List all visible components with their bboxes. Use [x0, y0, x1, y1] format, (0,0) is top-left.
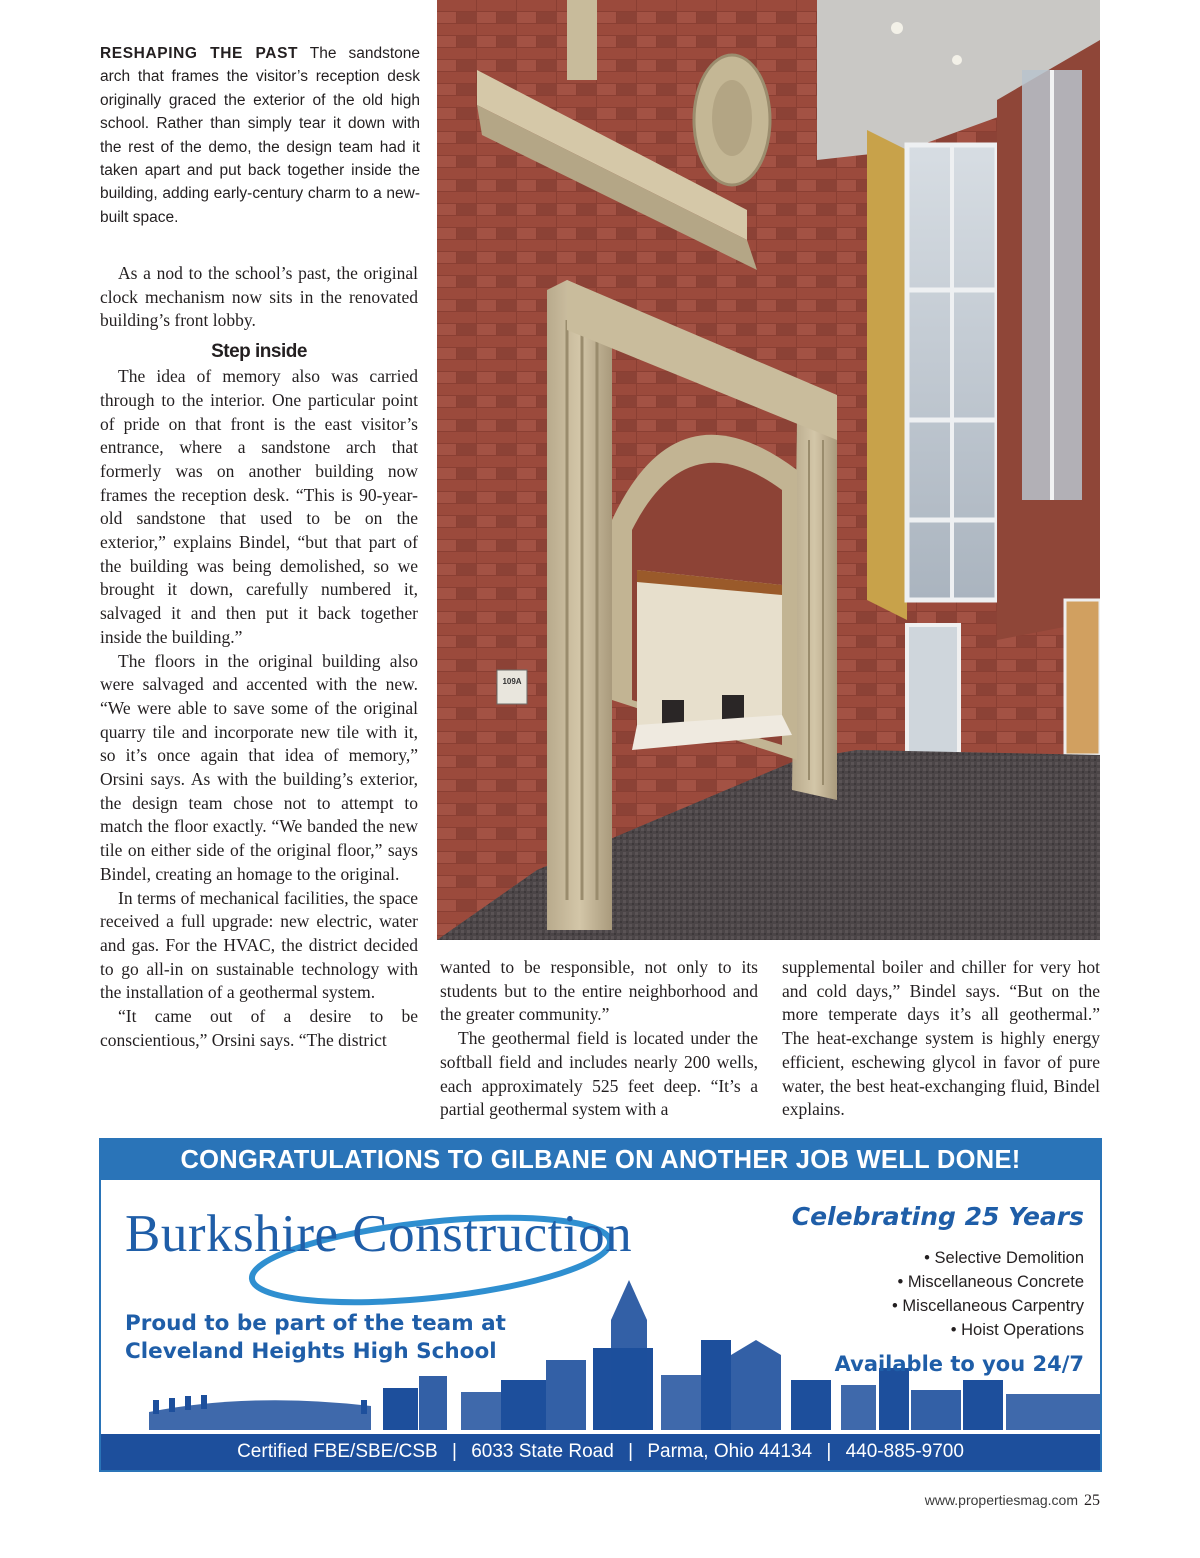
article-column-left [100, 262, 418, 1053]
article-paragraph: “It came out of a desire to be conscientious,” Orsini says. “The district [100, 1006, 418, 1050]
page-folio [925, 1492, 1100, 1510]
article-paragraph: In terms of mechanical facilities, the space received a full upgrade: new electric, water and gas. For the HVAC, the district decided to go all-in on sustainable technology with the installation of a geothermal system. [100, 887, 418, 1003]
burkshire-advertisement [99, 1138, 1102, 1472]
article-paragraph: wanted to be responsible, not only to its students but to the entire neighborhood and the greater community.” [440, 957, 758, 1025]
page-number: 25 [1084, 1492, 1100, 1509]
separator: | [826, 1441, 832, 1462]
article-paragraph: The idea of memory also was carried through to the interior. One particular point of pride on that front is the east visitor’s entrance, where a sandstone arch that formerly was on another building now frames the reception desk. “This is 90-year-old sandstone that used to be on the exterior,” explains Bindel, “but that part of the building was being demolished, so we brought it down, carefully numbered it, salvaged it and then put it back together inside the building.” [100, 366, 418, 647]
service-item: • Hoist Operations [950, 1321, 1084, 1339]
certification: Certified FBE/SBE/CSB [237, 1441, 438, 1462]
company-logo-text: Burkshire Construction [125, 1205, 633, 1263]
celebrating-heading: Celebrating 25 Years [791, 1202, 1084, 1231]
ad-banner: CONGRATULATIONS TO GILBANE ON ANOTHER JOB WELL DONE! [101, 1140, 1100, 1180]
services-list [892, 1246, 1084, 1342]
tagline-line: Proud to be part of the team at [125, 1311, 506, 1336]
city-address: Parma, Ohio 44134 [647, 1441, 813, 1462]
lobby-photo [437, 0, 1100, 940]
ad-tagline [125, 1310, 545, 1366]
article-column-right [782, 956, 1100, 1122]
tagline-line: Cleveland Heights High School [125, 1339, 497, 1364]
article-paragraph: The floors in the original building also were salvaged and accented with the new. “We were able to save some of the original quarry tile and incorporate new tile with it, so it’s once again that idea of memory,” Orsini says. As with the building’s exterior, the design team chose not to attempt to match the floor exactly. “We banded the new tile on either side of the original floor,” says Bindel, creating an homage to the original. [100, 650, 418, 884]
article-paragraph: supplemental boiler and chiller for very hot and cold days,” Bindel says. “But on the more temperate days it’s all geothermal.” The heat-exchange system is highly energy efficient, eschewing glycol in favor of pure water, the best heat-exchanging fluid, Bindel explains. [782, 957, 1100, 1120]
photo-caption [100, 42, 420, 229]
lobby-photo-illustration [437, 0, 1100, 940]
availability-text: Available to you 24/7 [834, 1352, 1084, 1376]
phone-number: 440-885-9700 [845, 1441, 964, 1462]
website-url: www.propertiesmag.com [924, 1492, 1078, 1508]
service-item: • Selective Demolition [924, 1249, 1084, 1267]
ad-contact-bar [101, 1434, 1100, 1470]
caption-lead: RESHAPING THE PAST [100, 45, 299, 62]
article-paragraph: As a nod to the school’s past, the original clock mechanism now sits in the renovated building’s front lobby. [100, 263, 418, 331]
caption-text: The sandstone arch that frames the visitor’s reception desk originally graced the exterior of the old high school. Rather than simply tear it down with the rest of the demo, the design team had it taken apart and put back together inside the building, adding early-century charm to a new-built space. [100, 45, 421, 226]
separator: | [628, 1441, 634, 1462]
separator: | [451, 1441, 457, 1462]
service-item: • Miscellaneous Carpentry [892, 1297, 1084, 1315]
street-address: 6033 State Road [471, 1441, 614, 1462]
section-subhead: Step inside [211, 341, 307, 363]
article-column-middle [440, 956, 758, 1122]
room-sign: 109A [502, 677, 522, 686]
service-item: • Miscellaneous Concrete [897, 1273, 1084, 1291]
article-paragraph: The geothermal field is located under the softball field and includes nearly 200 wells, each approximately 525 feet deep. “It’s a partial geothermal system with a [440, 1028, 758, 1120]
